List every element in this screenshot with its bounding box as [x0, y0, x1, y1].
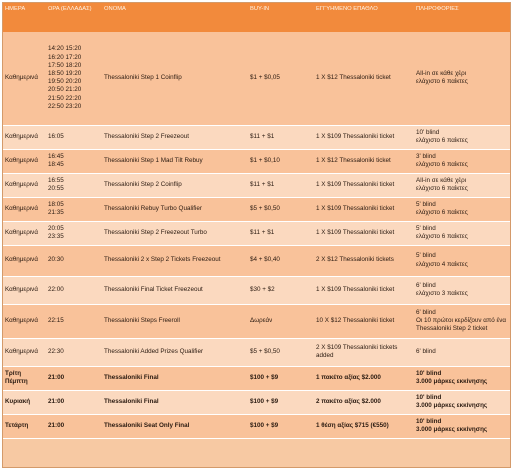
cell-time-line: 20:05: [48, 224, 64, 232]
table-header: [3, 3, 510, 32]
cell-info: [414, 125, 510, 149]
cell-name: Thessaloniki 2 x Step 2 Tickets Freezeout: [102, 245, 248, 276]
cell-info-line: 3.000 μάρκες εκκίνησης: [416, 378, 488, 385]
cell-info-line: ελάχιστο 6 παίκτες: [416, 137, 468, 144]
table-body: [3, 32, 510, 438]
cell-info: [414, 390, 510, 414]
cell-time-line: 14:20 15:20: [48, 45, 82, 53]
cell-prize: 1 X $109 Thessaloniki ticket: [314, 221, 414, 245]
cell-prize: 1 X $12 Thessaloniki ticket: [314, 32, 414, 125]
tournament-schedule-panel: [2, 2, 511, 468]
cell-info: [414, 366, 510, 390]
cell-buyin: $1 + $0,10: [248, 149, 314, 173]
cell-name: Thessaloniki Rebuy Turbo Qualifier: [102, 197, 248, 221]
cell-info: [414, 245, 510, 276]
cell-prize: 1 X $12 Thessaloniki ticket: [314, 149, 414, 173]
cell-info-line: 3.000 μάρκες εκκίνησης: [416, 426, 488, 433]
header-day: ΗΜΕΡΑ: [3, 3, 46, 32]
cell-day: Καθημερινά: [3, 276, 46, 304]
cell-name: Thessaloniki Step 1 Mad Tilt Rebuy: [102, 149, 248, 173]
cell-info-line: Thessaloniki Step 2 ticket: [416, 325, 488, 333]
cell-time-line: 20:50 21:20: [48, 86, 82, 94]
cell-day: Καθημερινά: [3, 149, 46, 173]
cell-info-line: ελάχιστο 6 παίκτες: [416, 161, 468, 168]
cell-info: [414, 173, 510, 197]
cell-time-line: 20:30: [48, 256, 64, 264]
header-row: [3, 3, 510, 32]
cell-time-line: 22:00: [48, 285, 64, 293]
cell-name: Thessaloniki Step 1 Coinflip: [102, 32, 248, 125]
cell-day: Καθημερινά: [3, 221, 46, 245]
cell-time: [46, 197, 102, 221]
cell-name: Thessaloniki Step 2 Freezeout: [102, 125, 248, 149]
cell-info: [414, 304, 510, 338]
cell-info-line: 6' blind: [416, 281, 436, 289]
header-buyin: BUY-IN: [248, 3, 314, 32]
cell-buyin: $100 + $9: [248, 390, 314, 414]
cell-time-line: 18:05: [48, 200, 64, 208]
table-row: [3, 338, 510, 366]
tournament-schedule-table: [3, 3, 510, 439]
table-row: [3, 390, 510, 414]
cell-time-line: 16:05: [48, 132, 64, 140]
cell-info: [414, 221, 510, 245]
cell-info: [414, 414, 510, 438]
cell-prize: 1 X $109 Thessaloniki ticket: [314, 125, 414, 149]
table-row: [3, 414, 510, 438]
cell-name: Thessaloniki Step 2 Coinflip: [102, 173, 248, 197]
cell-prize: 2 X $12 Thessaloniki tickets: [314, 245, 414, 276]
cell-day: Τετάρτη: [3, 414, 46, 438]
cell-prize: 1 X $109 Thessaloniki ticket: [314, 197, 414, 221]
cell-prize: 1 X $109 Thessaloniki ticket: [314, 173, 414, 197]
cell-prize: 1 πακέτο αξίας $2.000: [314, 366, 414, 390]
cell-name: Thessaloniki Steps Freeroll: [102, 304, 248, 338]
cell-time: [46, 366, 102, 390]
cell-info-line: All-in σε κάθε χέρι: [416, 70, 467, 78]
cell-buyin: Δωρεάν: [248, 304, 314, 338]
cell-time: [46, 149, 102, 173]
cell-day: Τρίτη Πέμπτη: [3, 366, 46, 390]
cell-day: Καθημερινά: [3, 245, 46, 276]
cell-day: Καθημερινά: [3, 32, 46, 125]
cell-info-line: 5' blind: [416, 200, 436, 208]
header-time: ΩΡΑ (ΕΛΛΑΔΑΣ): [46, 3, 102, 32]
cell-info-line: 3' blind: [416, 152, 436, 160]
cell-info-line: ελάχιστο 6 παίκτες: [416, 233, 468, 240]
cell-info-line: 5' blind: [416, 252, 436, 260]
cell-time: [46, 32, 102, 125]
cell-info-line: 10' blind: [416, 128, 440, 136]
cell-time: [46, 276, 102, 304]
cell-time: [46, 414, 102, 438]
cell-time: [46, 245, 102, 276]
cell-info-line: ελάχιστο 6 παίκτες: [416, 185, 468, 192]
cell-info-line: ελάχιστο 3 παίκτες: [416, 290, 468, 297]
cell-time-line: 17:50 18:20: [48, 61, 82, 69]
cell-time-line: 20:55: [48, 185, 64, 192]
cell-buyin: $5 + $0,50: [248, 338, 314, 366]
cell-info-line: All-in σε κάθε χέρι: [416, 176, 467, 184]
cell-prize: 1 X $109 Thessaloniki ticket: [314, 276, 414, 304]
cell-info-line: 6' blind: [416, 347, 436, 355]
cell-time-line: 23:35: [48, 233, 64, 240]
cell-info-line: 10' blind: [416, 393, 442, 401]
cell-buyin: $11 + $1: [248, 221, 314, 245]
cell-info-line: 5' blind: [416, 224, 436, 232]
cell-time-line: 16:20 17:20: [48, 53, 82, 61]
cell-buyin: $5 + $0,50: [248, 197, 314, 221]
table-row: [3, 125, 510, 149]
cell-buyin: $100 + $9: [248, 414, 314, 438]
cell-name: Thessaloniki Final: [102, 366, 248, 390]
cell-time-line: 21:35: [48, 209, 64, 216]
cell-time-line: 22:50 23:20: [48, 102, 82, 110]
cell-time: [46, 390, 102, 414]
header-info: ΠΛΗΡΟΦΟΡΙΕΣ: [414, 3, 510, 32]
cell-day: Καθημερινά: [3, 173, 46, 197]
table-row: [3, 197, 510, 221]
table-row: [3, 221, 510, 245]
cell-info-line: ελάχιστο 4 παίκτες: [416, 260, 468, 268]
cell-buyin: $11 + $1: [248, 173, 314, 197]
cell-prize: 10 X $12 Thessaloniki ticket: [314, 304, 414, 338]
cell-time-line: 16:55: [48, 176, 64, 184]
cell-name: Thessaloniki Added Prizes Qualifier: [102, 338, 248, 366]
cell-time-line: 21:00: [48, 397, 65, 405]
cell-info-line: 10' blind: [416, 417, 442, 425]
cell-prize: 2 X $109 Thessaloniki tickets added: [314, 338, 414, 366]
header-name: ΟΝΟΜΑ: [102, 3, 248, 32]
cell-time-line: 21:00: [48, 421, 65, 429]
cell-buyin: $100 + $9: [248, 366, 314, 390]
cell-time: [46, 221, 102, 245]
cell-name: Thessaloniki Final: [102, 390, 248, 414]
cell-time: [46, 338, 102, 366]
cell-day: Καθημερινά: [3, 197, 46, 221]
cell-name: Thessaloniki Final Ticket Freezeout: [102, 276, 248, 304]
cell-time-line: 21:50 22:20: [48, 94, 82, 102]
header-prize: ΕΓΓΥΗΜΕΝΟ ΕΠΑΘΛΟ: [314, 3, 414, 32]
cell-day: Καθημερινά: [3, 338, 46, 366]
table-row: [3, 245, 510, 276]
cell-buyin: $1 + $0,05: [248, 32, 314, 125]
cell-time: [46, 304, 102, 338]
cell-buyin: $4 + $0,40: [248, 245, 314, 276]
cell-time: [46, 173, 102, 197]
cell-day: Καθημερινά: [3, 304, 46, 338]
cell-day: Καθημερινά: [3, 125, 46, 149]
cell-time-line: 19:50 20:20: [48, 78, 82, 86]
table-row: [3, 173, 510, 197]
cell-time-line: 22:15: [48, 316, 64, 324]
cell-time-line: 18:50 19:20: [48, 70, 82, 78]
cell-time-line: 18:45: [48, 161, 64, 168]
cell-info: [414, 276, 510, 304]
cell-info-line: 3.000 μάρκες εκκίνησης: [416, 402, 488, 409]
cell-info-line: ελάχιστο 6 παίκτες: [416, 209, 468, 216]
cell-info: [414, 149, 510, 173]
table-row: [3, 32, 510, 125]
cell-buyin: $30 + $2: [248, 276, 314, 304]
cell-time-line: 22:30: [48, 347, 64, 355]
cell-time-line: 21:00: [48, 373, 65, 381]
cell-info-line: Οι 10 πρώτοι κερδίζουν από ένα: [416, 316, 507, 324]
cell-prize: 2 πακέτο αξίας $2.000: [314, 390, 414, 414]
cell-info-line: 10' blind: [416, 369, 442, 377]
table-row: [3, 304, 510, 338]
cell-time: [46, 125, 102, 149]
table-row: [3, 276, 510, 304]
cell-name: Thessaloniki Seat Only Final: [102, 414, 248, 438]
cell-name: Thessaloniki Step 2 Freezeout Turbo: [102, 221, 248, 245]
cell-info: [414, 338, 510, 366]
cell-info-line: 6' blind: [416, 308, 436, 316]
table-row: [3, 366, 510, 390]
cell-prize: 1 θέση αξίας $715 (€550): [314, 414, 414, 438]
cell-time-line: 16:45: [48, 152, 64, 160]
cell-info-line: ελάχιστο 6 παίκτες: [416, 78, 468, 86]
cell-info: [414, 32, 510, 125]
cell-buyin: $11 + $1: [248, 125, 314, 149]
cell-day: Κυριακή: [3, 390, 46, 414]
cell-info: [414, 197, 510, 221]
table-row: [3, 149, 510, 173]
